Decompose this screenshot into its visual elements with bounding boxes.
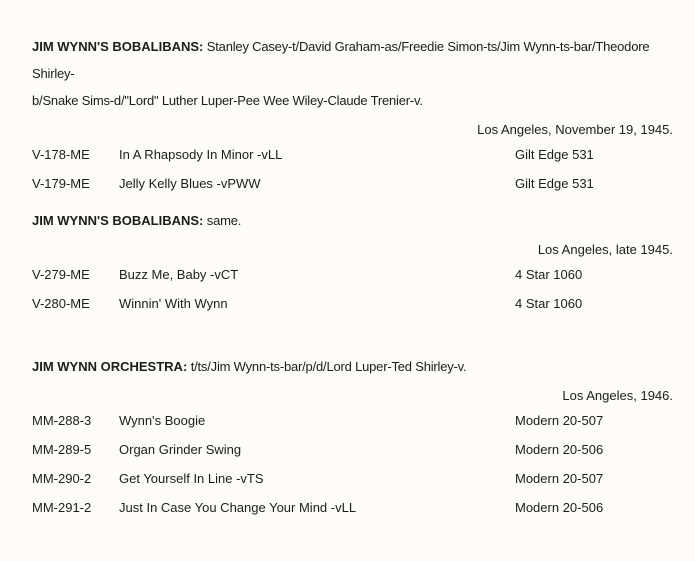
matrix-number: MM-289-5 xyxy=(32,442,92,457)
track-title: Get Yourself In Line -vTS xyxy=(119,471,264,486)
matrix-number: MM-291-2 xyxy=(32,500,92,515)
track-title: In A Rhapsody In Minor -vLL xyxy=(119,147,283,162)
track-row xyxy=(32,169,682,198)
track-title: Jelly Kelly Blues -vPWW xyxy=(119,176,261,191)
personnel-continued: b/Snake Sims-d/"Lord" Luther Luper-Pee Wee Wiley-Claude Trenier-v. xyxy=(32,93,423,108)
place-date: Los Angeles, 1946. xyxy=(562,388,673,403)
track-title: Wynn's Boogie xyxy=(119,413,206,428)
matrix-number: V-179-ME xyxy=(32,176,90,191)
track-title: Buzz Me, Baby -vCT xyxy=(119,267,239,282)
record-label: Modern 20-506 xyxy=(515,442,604,457)
track-row xyxy=(32,406,682,435)
record-label: Gilt Edge 531 xyxy=(515,176,594,191)
band-name: JIM WYNN'S BOBALIBANS: xyxy=(32,39,204,54)
session-heading xyxy=(32,207,682,234)
personnel: t/ts/Jim Wynn-ts-bar/p/d/Lord Luper-Ted Shirley-v. xyxy=(187,359,467,374)
track-title: Just In Case You Change Your Mind -vLL xyxy=(119,500,357,515)
session-heading xyxy=(32,33,682,114)
personnel: same. xyxy=(203,213,242,228)
matrix-number: V-178-ME xyxy=(32,147,90,162)
record-label: Gilt Edge 531 xyxy=(515,147,594,162)
record-label: Modern 20-506 xyxy=(515,500,604,515)
session-2 xyxy=(32,207,682,318)
band-name: JIM WYNN ORCHESTRA: xyxy=(32,359,188,374)
track-row xyxy=(32,289,682,318)
track-title: Winnin' With Wynn xyxy=(119,296,228,311)
matrix-number: V-279-ME xyxy=(32,267,90,282)
record-label: 4 Star 1060 xyxy=(515,267,583,282)
session-3 xyxy=(32,353,682,522)
track-row xyxy=(32,493,682,522)
matrix-number: MM-290-2 xyxy=(32,471,92,486)
track-row xyxy=(32,435,682,464)
track-row xyxy=(32,464,682,493)
place-date: Los Angeles, late 1945. xyxy=(537,242,673,257)
record-label: 4 Star 1060 xyxy=(515,296,583,311)
track-row xyxy=(32,260,682,289)
track-row xyxy=(32,140,682,169)
track-title: Organ Grinder Swing xyxy=(119,442,242,457)
session-heading xyxy=(32,353,682,380)
matrix-number: V-280-ME xyxy=(32,296,90,311)
personnel: Stanley Casey-t/David Graham-as/Freedie Simon-ts/Jim Wynn-ts-bar/Theodore Shirley- xyxy=(32,39,650,81)
record-label: Modern 20-507 xyxy=(515,413,604,428)
record-label: Modern 20-507 xyxy=(515,471,604,486)
place-date: Los Angeles, November 19, 1945. xyxy=(477,122,673,137)
matrix-number: MM-288-3 xyxy=(32,413,92,428)
band-name: JIM WYNN'S BOBALIBANS: xyxy=(32,213,204,228)
session-1 xyxy=(32,33,682,198)
